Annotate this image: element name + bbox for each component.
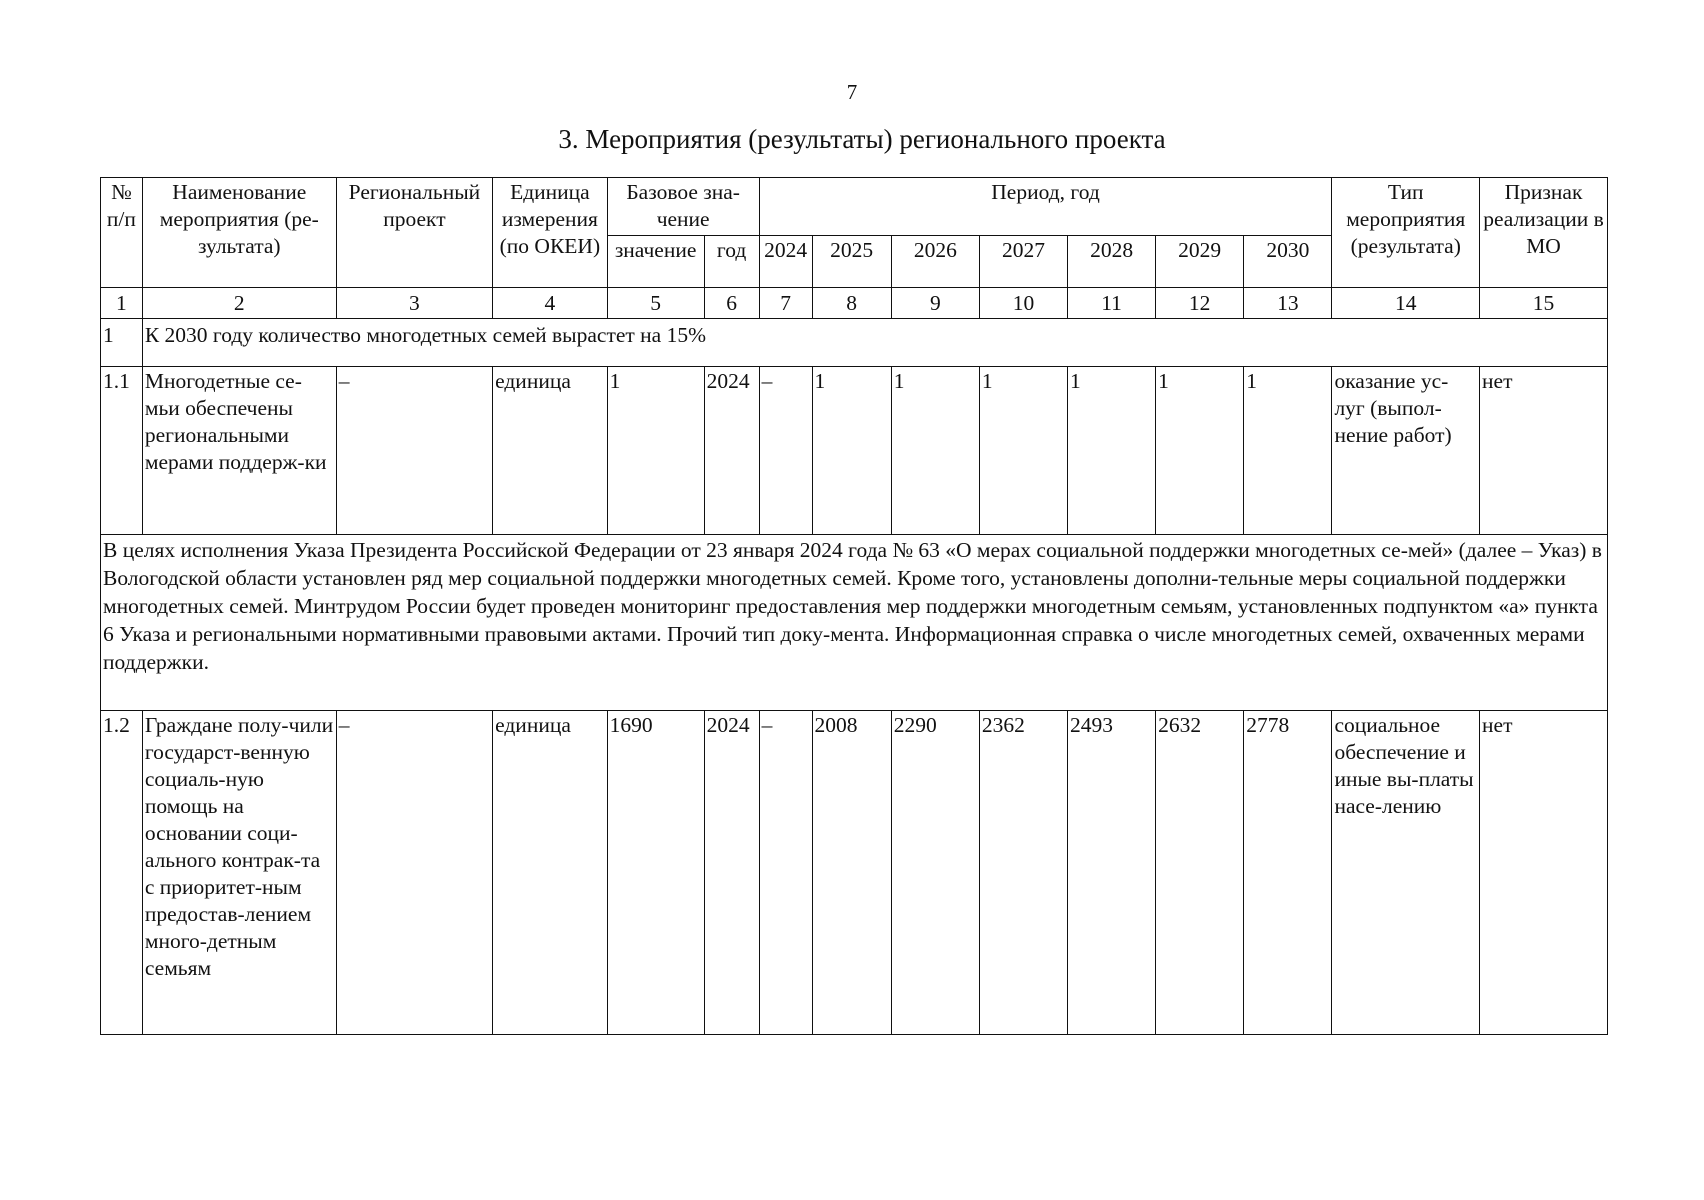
row-sign: нет xyxy=(1480,367,1608,535)
column-number: 11 xyxy=(1068,288,1156,319)
column-number: 8 xyxy=(812,288,891,319)
row-value: 1 xyxy=(1068,367,1156,535)
section-row xyxy=(101,319,1608,367)
column-number: 3 xyxy=(336,288,492,319)
column-numbers-row xyxy=(101,288,1608,319)
row-value: 1 xyxy=(979,367,1067,535)
column-number: 9 xyxy=(891,288,979,319)
header-base-value: значение xyxy=(607,236,704,288)
table-row xyxy=(101,711,1608,1035)
header-year: 2026 xyxy=(891,236,979,288)
column-number: 6 xyxy=(704,288,759,319)
table-row xyxy=(101,367,1608,535)
note-text: В целях исполнения Указа Президента Российской Федерации от 23 января 2024 года № 63 «О мерах социальной поддержки многодетных се-мей» (далее – Указ) в Вологодской области установлен ряд мер социальной поддержки многодетных семей. Кроме того, установлены дополни-тельные меры социальной поддержки многодетных семей. Минтрудом России будет проведен мониторинг предоставления мер поддержки многодетным семьям, установленных подпунктом «а» пункта 6 Указа и региональными нормативными правовыми актами. Прочий тип доку-мента. Информационная справка о числе многодетных семей, охваченных мерами поддержки. xyxy=(101,535,1608,711)
row-type: оказание ус-луг (выпол-нение работ) xyxy=(1332,367,1480,535)
row-project: – xyxy=(336,711,492,1035)
column-number: 14 xyxy=(1332,288,1480,319)
header-unit: Единица измерения (по ОКЕИ) xyxy=(493,178,608,288)
column-number: 5 xyxy=(607,288,704,319)
section-title: К 2030 году количество многодетных семей вырастет на 15% xyxy=(142,319,1607,367)
row-value: 2632 xyxy=(1156,711,1244,1035)
header-year: 2027 xyxy=(979,236,1067,288)
header-year: 2030 xyxy=(1244,236,1332,288)
row-value: 1 xyxy=(812,367,891,535)
page-number: 7 xyxy=(846,80,858,104)
row-base-value: 1 xyxy=(607,367,704,535)
header-name: Наименование мероприятия (ре-зультата) xyxy=(142,178,336,288)
column-number: 4 xyxy=(493,288,608,319)
column-number: 15 xyxy=(1480,288,1608,319)
row-value: 2362 xyxy=(979,711,1067,1035)
row-value: 1 xyxy=(1244,367,1332,535)
header-base-year: год xyxy=(704,236,759,288)
column-number: 13 xyxy=(1244,288,1332,319)
header-year: 2025 xyxy=(812,236,891,288)
row-value: 1 xyxy=(1156,367,1244,535)
column-number: 10 xyxy=(979,288,1067,319)
row-base-value: 1690 xyxy=(607,711,704,1035)
column-number: 2 xyxy=(142,288,336,319)
column-number: 1 xyxy=(101,288,143,319)
header-num: № п/п xyxy=(101,178,143,288)
row-name: Граждане полу-чили государст-венную социаль-ную помощь на основании соци-ального контрак-та с приоритет-ным предостав-лением много-детным семьям xyxy=(142,711,336,1035)
row-value: 1 xyxy=(891,367,979,535)
section-num: 1 xyxy=(101,319,143,367)
row-project: – xyxy=(336,367,492,535)
header-year: 2024 xyxy=(759,236,812,288)
row-base-year: 2024 xyxy=(704,711,759,1035)
header-sign: Признак реализации в МО xyxy=(1480,178,1608,288)
header-project: Региональный проект xyxy=(336,178,492,288)
column-number: 7 xyxy=(759,288,812,319)
header-type: Тип мероприятия (результата) xyxy=(1332,178,1480,288)
row-value: – xyxy=(759,711,812,1035)
row-unit: единица xyxy=(493,711,608,1035)
row-num: 1.2 xyxy=(101,711,143,1035)
row-value: 2008 xyxy=(812,711,891,1035)
row-value: 2778 xyxy=(1244,711,1332,1035)
header-row-top xyxy=(101,178,1608,236)
row-value: 2290 xyxy=(891,711,979,1035)
document-title: 3. Мероприятия (результаты) регионального проекта xyxy=(558,124,1166,154)
note-row xyxy=(101,535,1608,711)
row-num: 1.1 xyxy=(101,367,143,535)
row-sign: нет xyxy=(1480,711,1608,1035)
column-number: 12 xyxy=(1156,288,1244,319)
row-unit: единица xyxy=(493,367,608,535)
header-year: 2029 xyxy=(1156,236,1244,288)
header-base: Базовое зна-чение xyxy=(607,178,759,236)
header-year: 2028 xyxy=(1068,236,1156,288)
row-type: социальное обеспечение и иные вы-платы насе-лению xyxy=(1332,711,1480,1035)
row-base-year: 2024 xyxy=(704,367,759,535)
header-period: Период, год xyxy=(759,178,1332,236)
row-name: Многодетные се-мьи обеспечены региональными мерами поддерж-ки xyxy=(142,367,336,535)
row-value: – xyxy=(759,367,812,535)
row-value: 2493 xyxy=(1068,711,1156,1035)
events-table xyxy=(100,177,1608,1035)
